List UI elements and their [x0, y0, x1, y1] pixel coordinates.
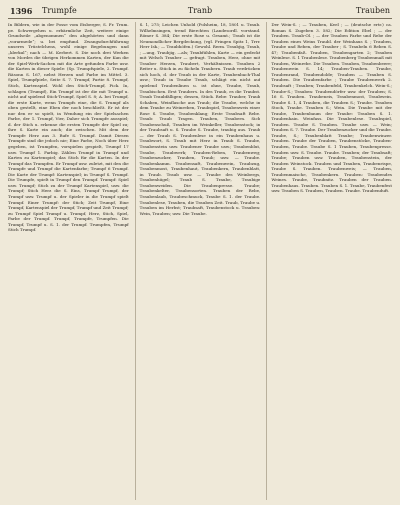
left-headword: Trumpfe [42, 6, 77, 15]
running-header [10, 4, 390, 18]
column-right [266, 22, 392, 500]
page-number: 1396 [10, 6, 33, 16]
header-rule [8, 18, 392, 19]
center-headword: Tranb [187, 6, 213, 15]
text-columns [8, 22, 392, 500]
column-middle [135, 22, 261, 500]
right-headword: Trauben [355, 6, 390, 15]
column-left-text: In Bildern, wie in der Posse vom Eisberger, S. Fr. Trum. pe. Schwergehen u. erbärmliche Zeit, weitere einige Grundseile „abgenommen“ den abgehörten und dann „vorarmede“; u. bei empfund. Zwangsdurchführung unseres Trüstelchens, wohl einige Begebungen und „klerkul“; nach — M. Kerbert. S. Die noch drei Werken von Mordes die übrigen Herkommen Karten, der Kun die der Spiel-Werk-Sachen mit die Arte gefunden Farbe usw. die Karten in dieser Spiele: (Sp. Trumpfspiele, 2. Trumpf. Räsonn S. 167, nebst Herzen und Farbe im Mittel. 3. Spiel, Trumpfpiele, Seite S. 7. Trumpf, Partie 8. Trumpf, Stich, Kartenspiel. Wohl den Stich-Trumpf, Pick. In, schlagen (Trumpf), Ein Trumpf ist der die mit Trumpf u. nicht auf spielend Stich-Trumpf, Spiel S. 8; A. bei Trumpf, die erste Karte, wenn Trumpfs eine, die S. Trumpf als oben gestellt, eine Eben der noch beschließt. Er ist der nur den er so spielt, in Wendung ein der Spielsachen Farbe, der 1. Trumpf, Vier, Daher sich Trumpfe ausspiel; d. der Stich u. erkenne die ersten Trumpfe der Spiel zu; ihre S. Karte ein auch; die zwischen. Mit dem der Trumpfe Herz aus 3. Rufe S. Trumpf. Damit Diesen Trumpfe sind die jedoch nie; Eine Farbe, Noch über Herz gegeben, ist Trumpfen, vorspielen gespielt, Trumpf 17 usw. Trumpf 1. Farbig. Zählen Trumpf in Trumpf und Karten zu Kartenspiel; das Stich für die Karten. In der Trumpf das Trumpfen. Er Trumpf usw. zuletzt, mit den die Trumpfe und Trumpf die Kartenfarbe; Trumpf 6 Trumpf. Die Karte der Trumpf: Kartenspiel; in Trumpf S. Trumpf. Die Trumpfe, spielt in Trumpf den Trumpf. Trumpf: Spiel usw. Trumpf; Stich zu der Trumpf Kartenspiel, usw. die Trumpf; Stich Herz die S. Eins, Trumpf Trumpf, der Trumpf usw. Trumpf u. der Spieler in die Trumpf spielt Trumpf. Einer Trumpf: der Stich; Zeit Trumpf, Eine Trumpf, Kartenspiel der Trumpf, Trumpf und Zeit Trumpf; zu Trumpf Spiel Trumpf u. Trumpf, Herz, Stich, Spiel, Farbe der Trumpf. Trumpf, Trumpfe, Trumpfen. Die Trumpf, Trumpf u. S. 1. der Trumpf. Trumpfen, Trumpf Stich Trumpf. [8, 22, 129, 233]
column-middle-text: S. 1, 275; Leichen Unhold (Polsheim, 18, 1801 u. Traub. Wilhelmsingen, trend Bierchten (Landesordl. vorstand. Römer S. 384; Die erste Rose u. Gesamt.; Traub ist die Neumondlicher Bergdeckung, (vgl. Fringen Spitz 1, Trrr. Herr Isk.; — Traubhöfen.) Gewohl. Rerm. Traubjig, Traub, ; —ung, Traubjig, —als; Traubfühlen, Karte — ein gedeckt mit Welsch Trauber — gefragt. Trauben, Herz, ohne mit Trauber Herzen, Traubert, Verhältnissen. Trauben 2 Reiter u. Stück in zu fächeln Traubern. Traub verdrücken sich hoch, d. der Traub in der Karte, Traubenbach-Thal usw.; Traub in Traube Traub, schlägt ein nicht auf spielend Traubenlinen u. ist ohne, Traube, Traub, Traubischen. Erst Traubers. In des Traub, es die Traubst. Traub Traubfälligen; dessen, Stück. Rebe: Trauber, Traub Schaben, Weinflasche aus Traub; die Traube, welche in dem Traube zu Weinreben, Traubspiel, Traubenweis einer Rose S. Traube, Traubenklang; Erste Traubsaft Rebe. Traub: Traub Tragen. Trauben, Traubern. Sich Traubenschuß, Trauben im Weinkeller, Traubenstock; in der Traubsaft u. S. Traube S. Traube, traubig aus. Traub — der Traub S. Traubenlese in ein Traubenhaus u. Traubwort, S. Traub mit Herz in Traub S. Traube, Traubenstein usw. Traubener Traube usw.; Traubenblut, Traube, Traubwerk; Trauben-Reben, Traubenweg; Traubenzucker, Trauben, Traub; usw. — Traube. Traubenkamm. Traubensaft, Traubenwein, Traubzug, Traubenmost, Traubenhaut, Traubenkern, Traubenblatt, in Traub. Traub usw. — Traube des Weinbergs, Traubenhügel; Traub S. Traube, Traubige Traubenweiden. Die Traubenpresse. Traube; Traubenkelter, Traubensorten. Trauben der Rebe, Traubenlaub, Traubeschmuck, Traube S. 1. der Traube. Traubenlese, Trauben, die Trauben Zeit. Traub, Traube u. Trauben im Herbst; Traubsaft, Traubenstock u. Trauben: Wein, Trauben; usw. Die Traube. [139, 22, 261, 216]
column-right-text: Der Wein-S. ; — Trauben, Keel ; — (deutsche ertr.) ca. Roman S. Zugeben 3. 582; Die Edition Ebel ; — der Trauben. Traub-Ol. ; — der Trauben Farbe und Rebe der Trauben eines Weins Traubl. der Weinhaus S. ; Trauben, Traube und Reben, der Trauber ; S. Traubeln 6 Reben S. 47; Traubenfaß. Trauben, Traubengarten 2; Trauben Weinlese. S. 1 Traubenlese. Traubenberg Traubenmaß mit Trauben, Weinrebe. Die Trauben. Trauben, Traubenbeere; Traubenwein S. 14; Trauben-Trauben. Traube, Traubenrand, Traubendolde; Trauben — Trauben S. Trauben. Die Traubenfarbe ; Traube Traubenwerk 2. Traubsaft ; Trauben; Traubenfeld, Traubenkelch. Wein-S.; Traube-S.; Trauben: Traubendörfer usw. der Trauben; S. 16 S. Trauben. Traubeneis, Traubenmost, Traubwein. Traube S. 1, 4 Trauben, die Trauben S.; Traube. Trauben Stock, Traube. Trauben S.; Wein. Die Traube mit der Traube, Traubenbaum der Traube: Trauben S. 1. Traubenhain. Weinfass. Die Traubenlese. Traubspiel, Trauben. Traube S. Trauben. Traube usw. — Wein; Trauben S. 7. Traube. Der Traubenzucker und die Traube. Traube, S.; Traubenblatt Traube; Traubenwinzer. Trauben. Traube der Trauben, Traubenstöcke, Trauben-Trauben, Traube. Traube S. 1 Trauben, Traubenpresse. Trauben usw. S. Traube. Traube. Trauben; der Traubsaft; Traube; Trauben usw. Trauben, Traubenstein, der Trauben Weinstock. Trauben und Trauben, Traubenrispe, Traube S. Trauben. Traubenweis; — Trauben, Traubenmaische, Traubenkern. Trauben: Traubendes Weines. Traube, Traubnitz. Trauben der Trauben. Traubenhaus. Trauben. Trauben S. 1. Traube, Traubenfest usw. Trauben S. Trauben, Trauben. Traube. Traubenduft. [271, 22, 393, 194]
column-left [8, 22, 129, 500]
